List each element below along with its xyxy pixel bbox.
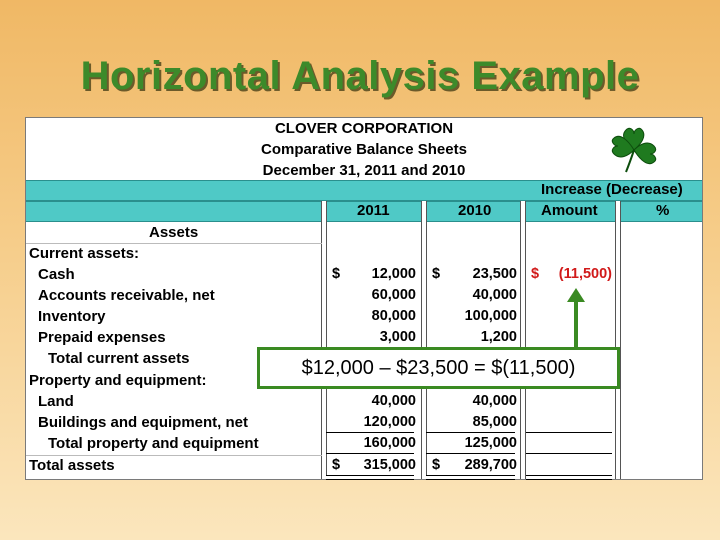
row-label: Total property and equipment <box>48 435 259 452</box>
col-header-2011: 2011 <box>357 202 390 219</box>
cell-2010: 40,000 <box>472 393 517 409</box>
col-header-2010: 2010 <box>458 202 492 219</box>
total-double-rule <box>526 475 612 480</box>
company-name: CLOVER CORPORATION <box>274 120 454 137</box>
row-label: Total current assets <box>48 350 190 367</box>
cell-amount: (11,500) <box>558 266 612 282</box>
clover-icon <box>606 122 662 178</box>
dollar-sign: $ <box>432 266 441 282</box>
dollar-sign: $ <box>332 266 341 282</box>
row-label: Inventory <box>38 308 106 325</box>
statement-dates: December 31, 2011 and 2010 <box>262 162 466 179</box>
cell-2010: 40,000 <box>472 287 517 303</box>
row-label: Accounts receivable, net <box>38 287 215 304</box>
total-double-rule <box>326 475 414 480</box>
calculation-callout: $12,000 – $23,500 = $(11,500) <box>257 347 620 389</box>
balance-sheet <box>25 117 703 480</box>
dollar-sign: $ <box>531 266 540 282</box>
total-double-rule <box>426 475 515 480</box>
col-header-amount: Amount <box>541 202 598 219</box>
row-label: Total assets <box>29 457 115 474</box>
statement-name: Comparative Balance Sheets <box>261 141 467 158</box>
cell-2011: 3,000 <box>379 329 416 345</box>
slide-title: Horizontal Analysis Example <box>80 54 640 98</box>
cell-2010: 100,000 <box>464 308 517 324</box>
cell-2011: 160,000 <box>363 435 416 451</box>
cell-2011: 12,000 <box>371 266 416 282</box>
up-arrow-icon <box>566 286 586 350</box>
row-separator <box>26 455 322 456</box>
cell-2010: 125,000 <box>464 435 517 451</box>
col-divider <box>615 201 621 479</box>
row-separator <box>26 243 322 244</box>
sum-rule <box>526 453 612 454</box>
cell-2011: 80,000 <box>371 308 416 324</box>
row-label: Land <box>38 393 74 410</box>
sum-rule <box>526 432 612 433</box>
row-label: Buildings and equipment, net <box>38 414 248 431</box>
sum-rule <box>426 453 515 454</box>
sum-rule <box>426 432 515 433</box>
cell-2010: 1,200 <box>480 329 517 345</box>
assets-heading: Assets <box>149 224 199 241</box>
cell-2011: 40,000 <box>371 393 416 409</box>
sum-rule <box>326 453 414 454</box>
sum-rule <box>326 432 414 433</box>
cell-2011: 120,000 <box>363 414 416 430</box>
dollar-sign: $ <box>332 457 341 473</box>
row-label: Prepaid expenses <box>38 329 166 346</box>
cell-2011: 60,000 <box>371 287 416 303</box>
cell-2011: 315,000 <box>363 457 416 473</box>
col-divider <box>520 201 526 479</box>
cell-2010: 85,000 <box>472 414 517 430</box>
col-header-percent: % <box>656 202 670 219</box>
row-label: Property and equipment: <box>29 372 207 389</box>
row-label: Current assets: <box>29 245 140 262</box>
row-label: Cash <box>38 266 75 283</box>
cell-2010: 23,500 <box>472 266 517 282</box>
increase-decrease-header: Increase (Decrease) <box>541 181 683 198</box>
cell-2010: 289,700 <box>464 457 517 473</box>
dollar-sign: $ <box>432 457 441 473</box>
